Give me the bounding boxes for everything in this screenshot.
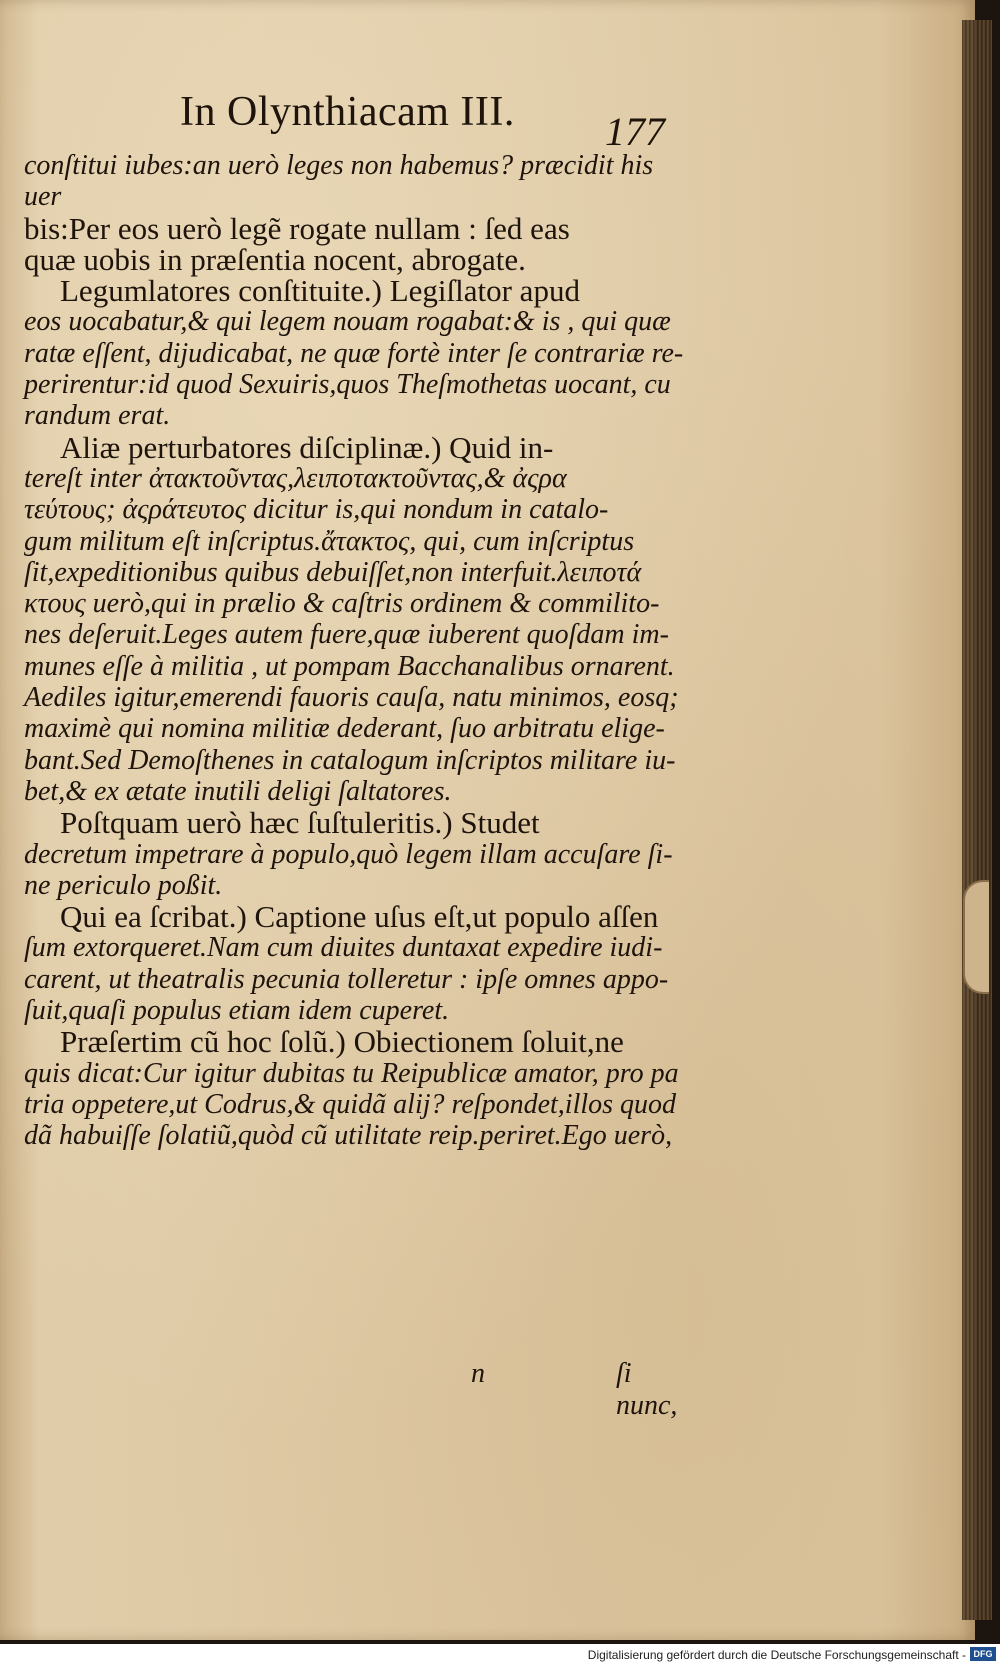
running-head: In Olynthiacam III. [180,89,515,135]
text-line: ne periculo poßit. [24,869,223,901]
text-line: maximè qui nomina militiæ dederant, ſuo arbitratu elige- [24,713,665,745]
text-line: dã habuiſſe ſolatiũ,quòd cũ utilitate reip.periret.Ego uerò, [24,1120,673,1152]
text-line: ſum extorqueret.Nam cum diuites duntaxat expedire iudi- [24,932,663,964]
thumb-notch [963,880,989,994]
text-line: Legumlatores conſtituite.) Legiſlator apud [60,273,580,309]
digitization-footer [0,1644,1000,1666]
text-line: conſtitui iubes:an uerò leges non habemus? præcidit his uer [24,150,654,213]
text-line: carent, ut theatralis pecunia tolleretur : ipſe omnes appo- [24,963,669,995]
text-line: bant.Sed Demoſthenes in catalogum inſcriptos militare iu- [24,744,676,776]
text-block [24,150,684,1152]
signature-mark: n [471,1358,485,1389]
text-line: ſit,expeditionibus quibus debuiſſet,non interfuit.λειποτά [24,556,642,588]
text-line: randum erat. [24,400,171,432]
page-edge [962,20,992,1620]
dfg-logo: DFG [970,1647,996,1661]
text-line: tria oppetere,ut Codrus,& quidã alij? reſpondet,illos quod [24,1088,677,1120]
text-line: ratæ eſſent, dijudicabat, ne quæ fortè inter ſe contrariæ re- [24,337,684,369]
text-line: Præſertim cũ hoc ſolũ.) Obiectionem ſoluit,ne [60,1024,624,1060]
text-line: quis dicat:Cur igitur dubitas tu Reipublicæ amator, pro pa [24,1057,679,1089]
catchword: ſi nunc, [616,1358,678,1421]
text-line: Aediles igitur,emerendi fauoris cauſa, natu minimos, eosq; [24,682,679,714]
text-line: Poſtquam uerò hæc ſuſtuleritis.) Studet [60,805,540,841]
text-line: τεύτους; ἀςράτευτος dicitur is,qui nondum in catalo- [24,494,609,526]
text-line: perirentur:id quod Sexuiris,quos Theſmothetas uocant, cu [24,369,671,401]
text-line: κτους uerò,qui in prælio & caſtris ordinem & commilito- [24,588,660,620]
text-line: nes deſeruit.Leges autem fuere,quæ iuberent quoſdam im- [24,619,669,651]
text-line: tereſt inter ἀτακτοῦντας,λειποτακτοῦντας,& ἀςρα [24,462,567,494]
text-line: Qui ea ſcribat.) Captione uſus eſt,ut populo aſſen [60,899,659,935]
text-line: quæ uobis in præſentia nocent, abrogate. [24,241,526,277]
text-line: eos uocabatur,& qui legem nouam rogabat:& is , qui quæ [24,306,671,338]
text-line: bet,& ex ætate inutili deligi ſaltatores. [24,775,452,807]
text-line: munes eſſe à militia , ut pompam Bacchanalibus ornarent. [24,650,675,682]
page-number: 177 [605,109,665,154]
funding-credit: Digitalisierung gefördert durch die Deutsche Forschungsgemeinschaft - [587,1648,966,1662]
text-line: ſuit,quaſi populus etiam idem cuperet. [24,995,450,1027]
text-line: decretum impetrare à populo,quò legem illam accuſare ſi- [24,838,673,870]
text-line: bis:Per eos uerò legẽ rogate nullam : ſed eas [24,210,570,246]
text-line: gum militum eſt inſcriptus.ἄτακτος, qui, cum inſcriptus [24,525,635,557]
text-line: Aliæ perturbatores diſciplinæ.) Quid in- [60,429,554,465]
